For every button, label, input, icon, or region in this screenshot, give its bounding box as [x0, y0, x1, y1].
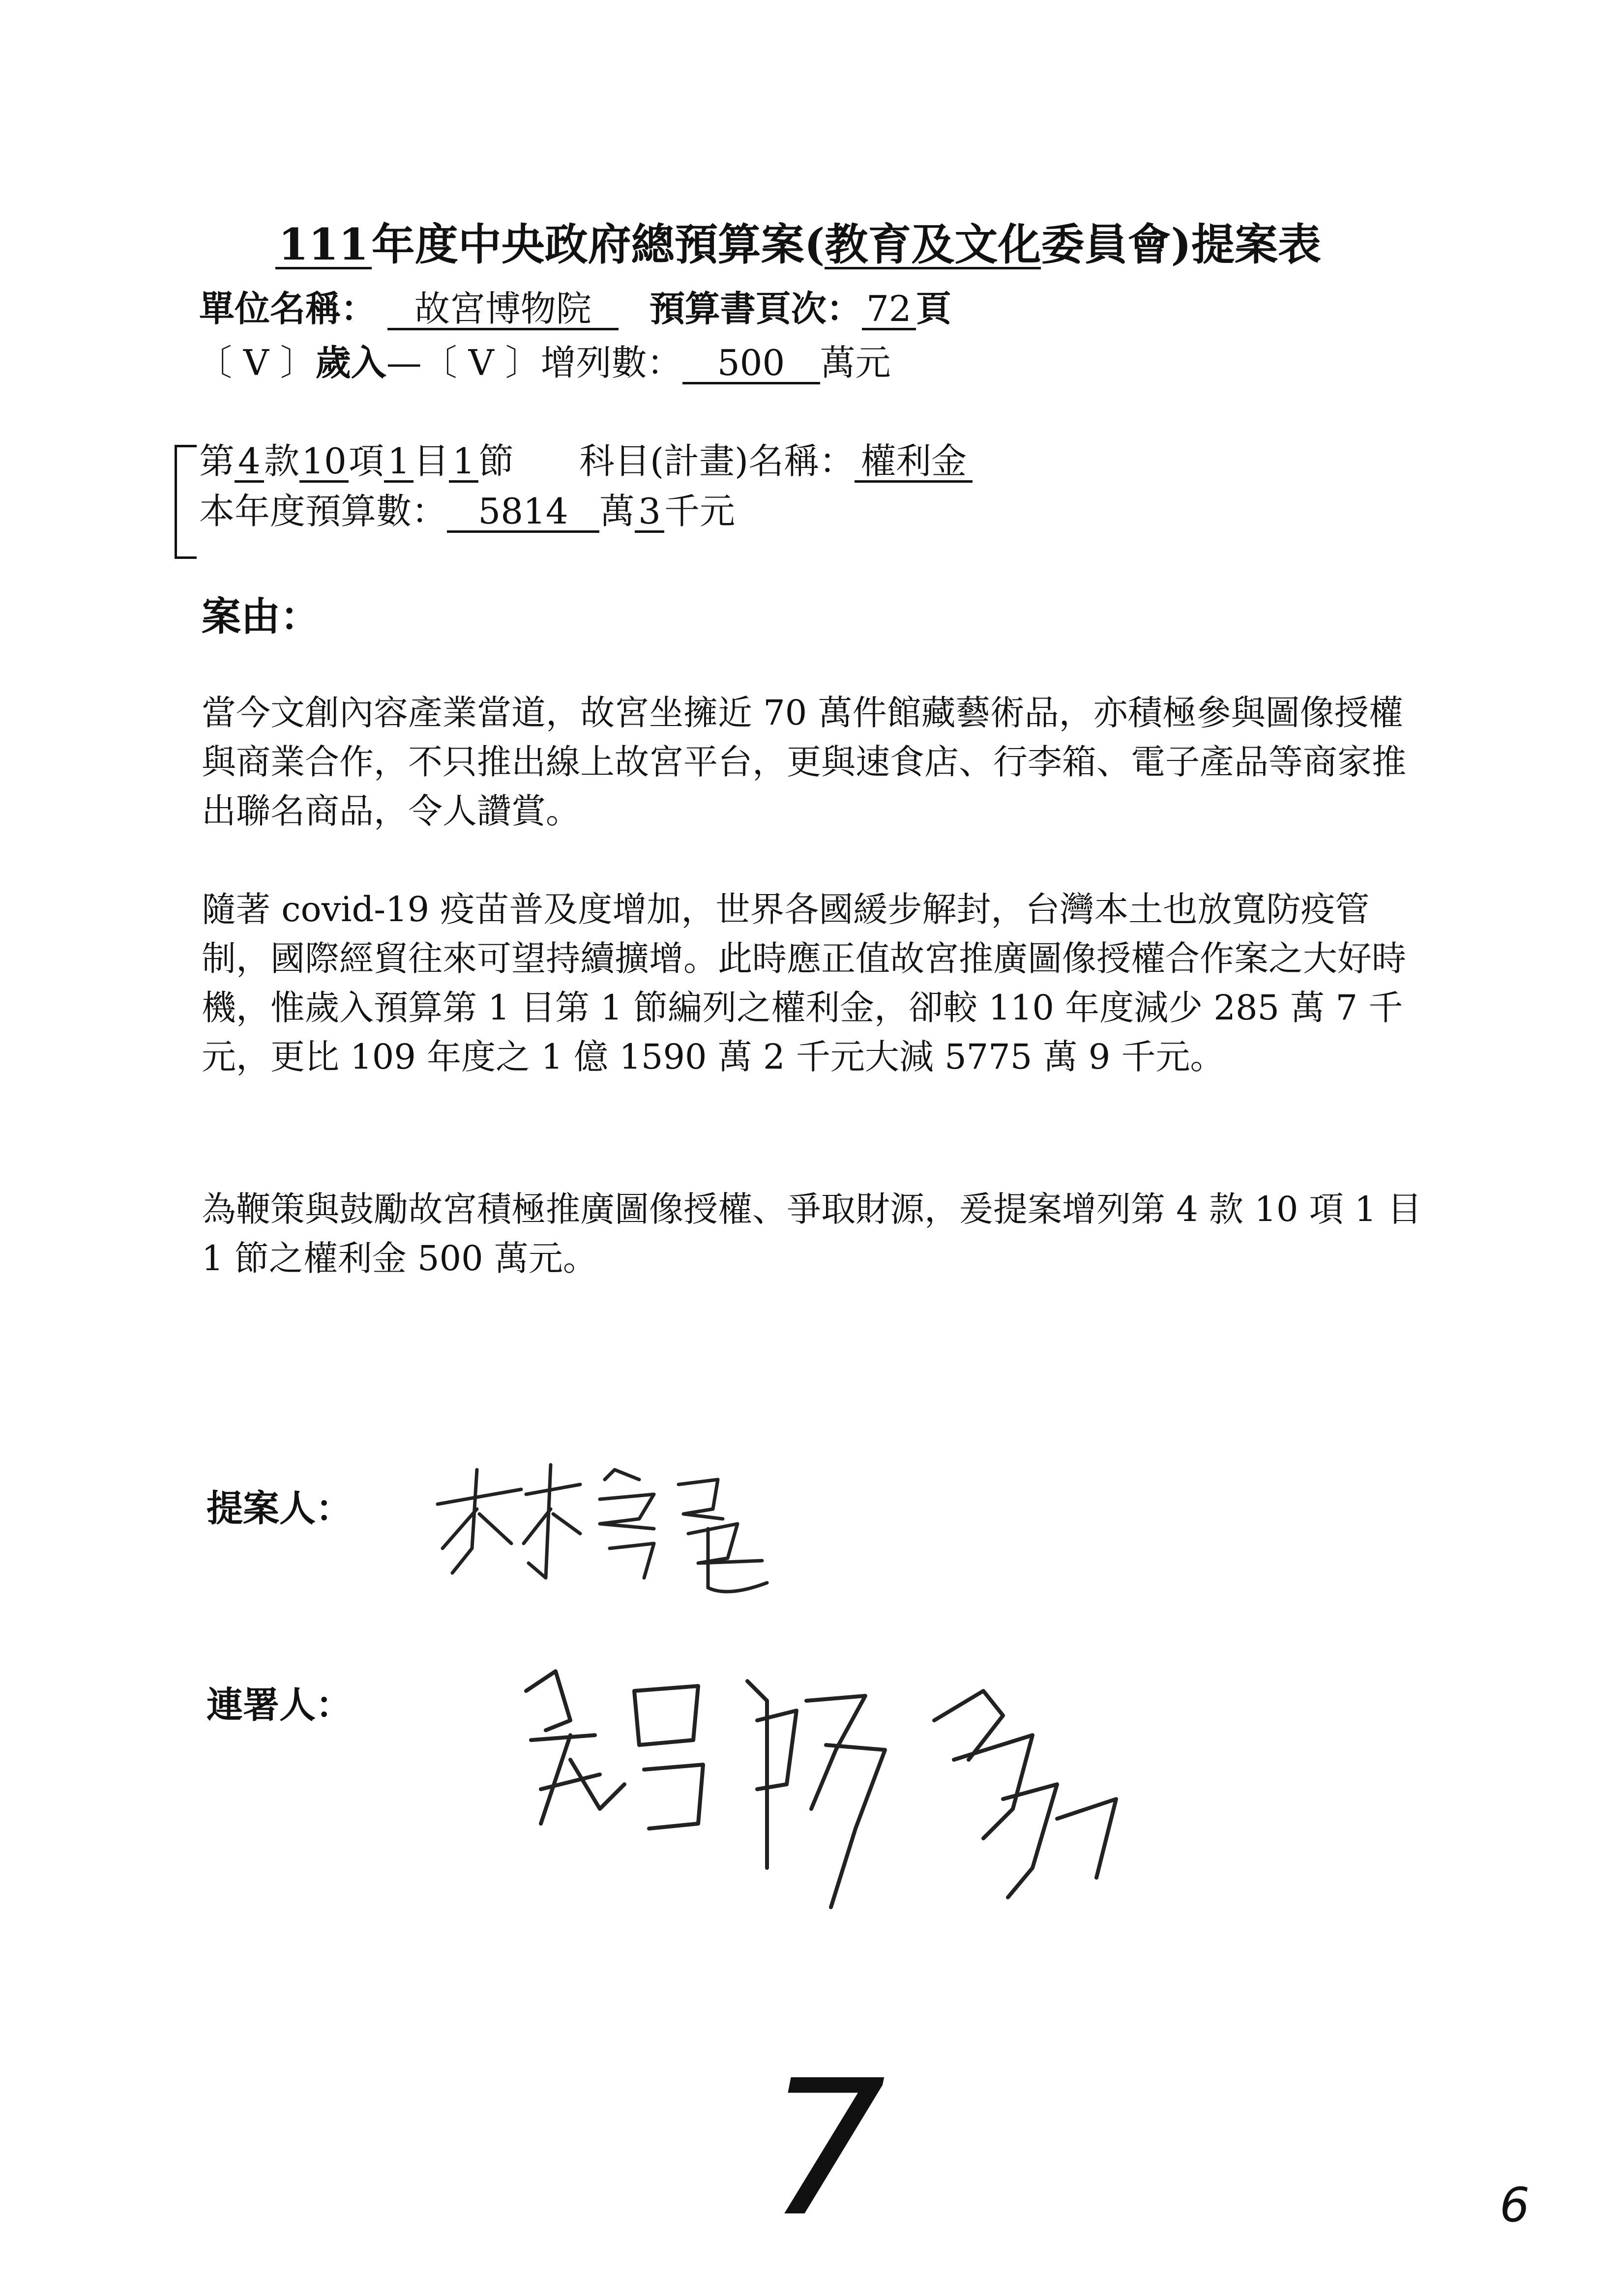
cosigner-signature — [511, 1661, 1151, 1927]
xiang-number: 10 — [299, 443, 349, 483]
reason-paragraph-2: 隨著 covid-19 疫苗普及度增加，世界各國緩步解封，台灣本土也放寬防疫管制，國際經貿往來可望持續擴增。此時應正值故宮推廣圖像授權合作案之大好時機，惟歲入預算第 1 目第 1 節編列之權利金，卻較 110 年度減少 285 萬 7 千元，更比 109 年度之 1 億 1590 萬 2 千元大減 5775 萬 9 千元。 — [202, 889, 1406, 1077]
budget-line — [199, 483, 735, 534]
reason-heading: 案由： — [202, 593, 320, 639]
item-bracket — [175, 445, 197, 559]
proposer-signature — [423, 1450, 865, 1598]
budget-qian: 3 — [635, 493, 664, 533]
budget-label: 本年度預算數： — [199, 491, 447, 532]
item-di: 第 — [199, 440, 235, 482]
kuan-number: 4 — [235, 443, 264, 483]
revenue-dash: — — [386, 342, 422, 383]
item-line — [199, 433, 973, 484]
unit-line — [199, 280, 951, 331]
kuan-label: 款 — [264, 440, 300, 482]
page-corner-number: 6 — [1500, 2178, 1530, 2233]
document-title — [275, 210, 1321, 272]
page-suffix: 頁 — [915, 288, 951, 329]
proposer-label: 提案人： — [207, 1487, 352, 1530]
subject-label: 科目(計畫)名稱： — [579, 440, 855, 482]
jie-label: 節 — [478, 440, 514, 482]
page-value: 72 — [862, 291, 916, 330]
wan-label: 萬 — [599, 491, 635, 532]
budget-wan: 5814 — [447, 493, 599, 533]
title-part-b: 委員會)提案表 — [1041, 219, 1321, 270]
increase-amount: 500 — [682, 345, 820, 384]
mu-label: 目 — [413, 440, 449, 482]
unit-value: 故宮博物院 — [387, 291, 619, 330]
reason-paragraph-1: 當今文創內容產業當道，故宮坐擁近 70 萬件館藏藝術品，亦積極參與圖像授權與商業合作，不只推出線上故宮平台，更與速食店、行李箱、電子產品等商家推出聯名商品，令人讚賞。 — [202, 693, 1406, 831]
title-part-a: 年度中央政府總預算案( — [371, 219, 825, 270]
page-large-number: 7 — [767, 2040, 886, 2258]
cosigner-label: 連署人： — [207, 1684, 352, 1726]
reason-paragraph-3: 為鞭策與鼓勵故宮積極推廣圖像授權、爭取財源，爰提案增列第 4 款 10 項 1 目 1 節之權利金 500 萬元。 — [202, 1189, 1422, 1279]
qian-label: 千元 — [664, 491, 736, 532]
increase-unit: 萬元 — [820, 342, 891, 383]
jie-number: 1 — [449, 443, 478, 483]
xiang-label: 項 — [349, 440, 384, 482]
increase-label: 增列數： — [540, 342, 682, 383]
subject-value: 權利金 — [855, 443, 973, 483]
page-label: 預算書頁次： — [649, 288, 862, 329]
unit-label: 單位名稱： — [199, 288, 377, 329]
revenue-line — [197, 334, 891, 385]
revenue-label: 歲入 — [315, 342, 386, 383]
increase-check: 〔 V 〕 — [421, 342, 541, 383]
committee-name: 教育及文化 — [825, 219, 1041, 270]
budget-year: 111 — [275, 222, 372, 269]
mu-number: 1 — [384, 443, 413, 483]
revenue-check: 〔 V 〕 — [197, 342, 316, 383]
